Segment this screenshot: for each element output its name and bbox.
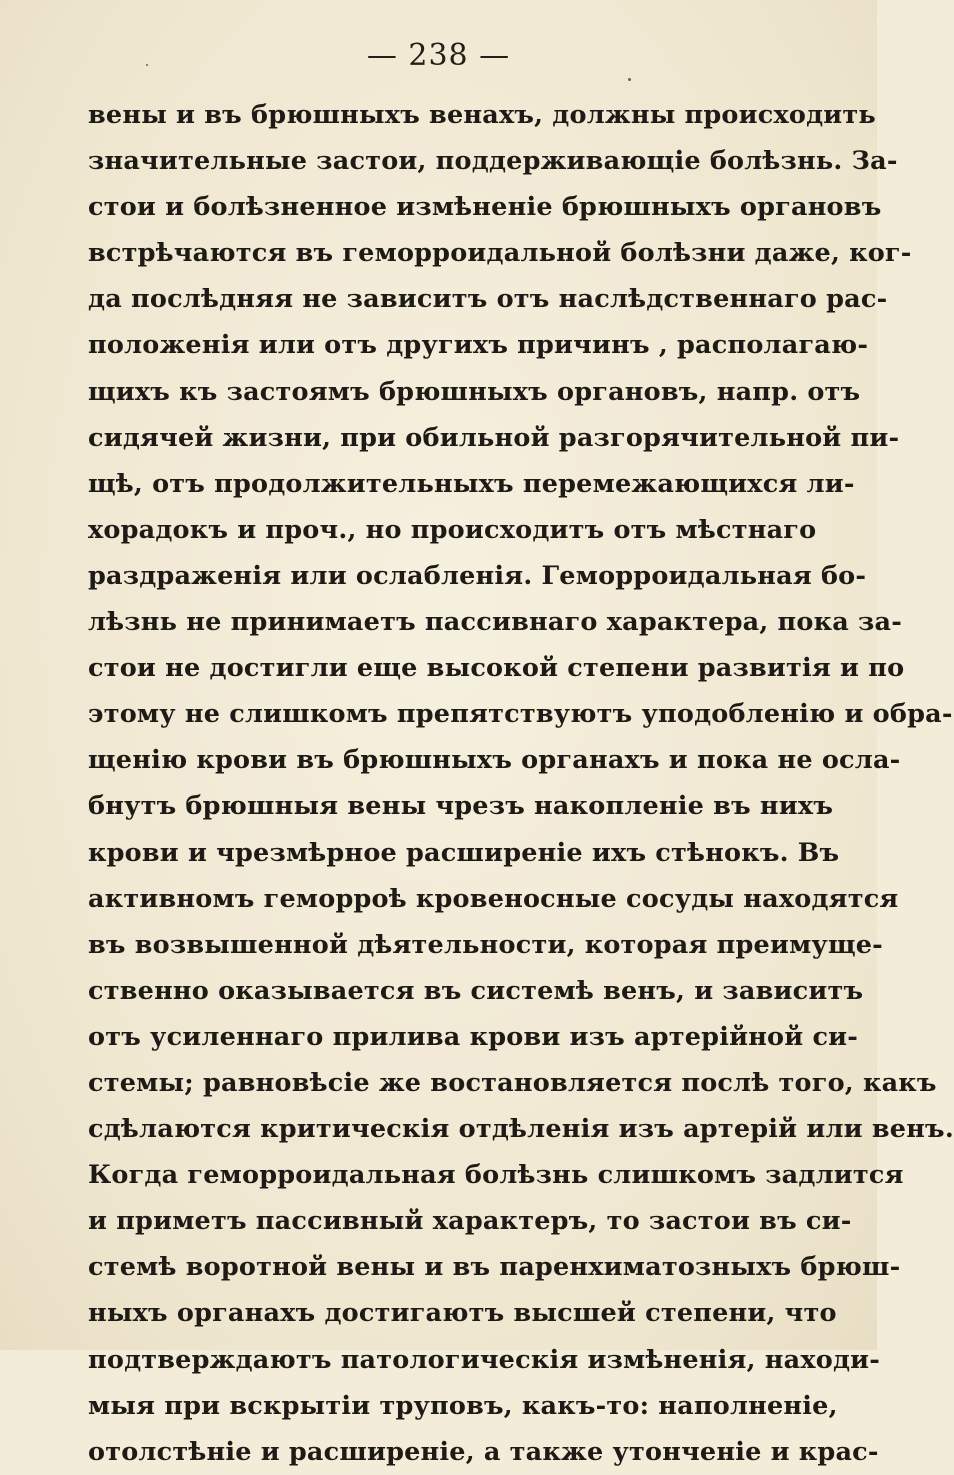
paper-speck	[146, 64, 148, 66]
text-line: отолстѣніе и расширеніе, а также утонченіе и крас-	[88, 1436, 879, 1467]
text-line: да послѣдняя не зависитъ отъ наслѣдственнаго рас-	[88, 284, 888, 315]
text-line: мыя при вскрытіи труповъ, какъ-то: наполненіе,	[88, 1390, 838, 1421]
text-line: вены и въ брюшныхъ венахъ, должны происходить	[88, 100, 876, 130]
text-line: сдѣлаются критическія отдѣленія изъ артерій или венъ.	[88, 1114, 954, 1145]
text-line: щенію крови въ брюшныхъ органахъ и пока не осла-	[88, 745, 901, 776]
text-line: Когда геморроидальная болѣзнь слишкомъ задлится	[88, 1160, 904, 1191]
text-line: этому не слишкомъ препятствуютъ уподобленію и обра-	[88, 699, 953, 730]
text-line: бнутъ брюшныя вены чрезъ накопленіе въ нихъ	[88, 791, 834, 822]
text-line: сидячей жизни, при обильной разгорячительной пи-	[88, 422, 900, 453]
text-line: ныхъ органахъ достигаютъ высшей степени, что	[88, 1298, 837, 1329]
text-line: въ возвышенной дѣятельности, которая преимуще-	[88, 929, 883, 960]
text-line: отъ усиленнаго прилива крови изъ артерійной си-	[88, 1021, 859, 1052]
text-line: хорадокъ и проч., но происходитъ отъ мѣстнаго	[88, 514, 817, 545]
text-line: встрѣчаются въ геморроидальной болѣзни даже, ког-	[88, 238, 912, 269]
paper-speck	[628, 78, 631, 81]
body-text	[88, 92, 954, 1475]
page-number: — 238 —	[366, 38, 511, 73]
text-line: лѣзнь не принимаетъ пассивнаго характера, пока за-	[88, 607, 902, 638]
text-line: активномъ геморроѣ кровеносные сосуды находятся	[88, 883, 899, 914]
text-line: щѣ, отъ продолжительныхъ перемежающихся ли-	[88, 468, 855, 499]
text-line: и приметъ пассивный характеръ, то застои въ си-	[88, 1206, 852, 1237]
text-line: положенія или отъ другихъ причинъ , располагаю-	[88, 330, 869, 361]
text-line: стои не достигли еще высокой степени развитія и по	[88, 653, 905, 684]
text-line: раздраженія или ослабленія. Геморроидальная бо-	[88, 560, 867, 591]
text-line: крови и чрезмѣрное расширеніе ихъ стѣнокъ. Въ	[88, 837, 840, 868]
text-line: стемы; равновѣсіе же востановляется послѣ того, какъ	[88, 1067, 937, 1098]
text-line: подтверждаютъ патологическія измѣненія, находи-	[88, 1344, 881, 1375]
text-line: стои и болѣзненное измѣненіе брюшныхъ органовъ	[88, 192, 882, 223]
text-line: щихъ къ застоямъ брюшныхъ органовъ, напр. отъ	[88, 376, 861, 407]
text-line: ственно оказывается въ системѣ венъ, и зависитъ	[88, 975, 864, 1006]
text-line: значительные застои, поддерживающіе болѣзнь. За-	[88, 146, 898, 177]
text-line: стемѣ воротной вены и въ паренхиматозныхъ брюш-	[88, 1252, 901, 1283]
